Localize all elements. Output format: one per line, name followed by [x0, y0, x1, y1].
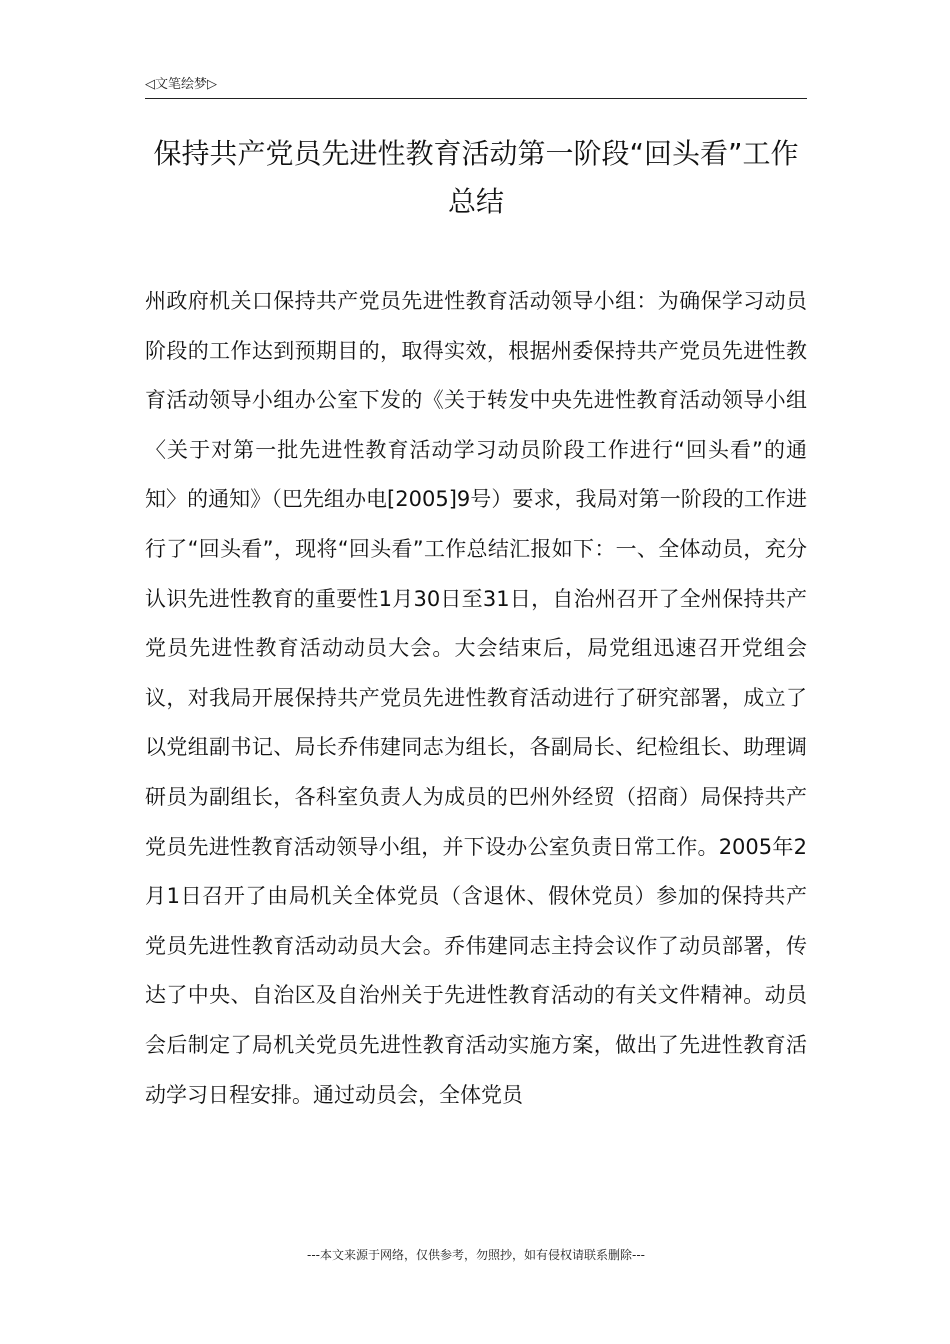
page-footer-disclaimer: ---本文来源于网络，仅供参考，勿照抄，如有侵权请联系删除---: [307, 1248, 645, 1262]
document-title: 保持共产党员先进性教育活动第一阶段“回头看”工作总结: [153, 137, 799, 218]
document-body: 州政府机关口保持共产党员先进性教育活动领导小组：为确保学习动员阶段的工作达到预期目的，取得实效，根据州委保持共产党员先进性教育活动领导小组办公室下发的《关于转发中央先进性教育活动领导小组〈关于对第一批先进性教育活动学习动员阶段工作进行“回头看”的通知〉的通知》（巴先组办电[2005]9号）要求，我局对第一阶段的工作进行了“回头看”，现将“回头看”工作总结汇报如下：一、全体动员，充分认识先进性教育的重要性1月30日至31日，自治州召开了全州保持共产党员先进性教育活动动员大会。大会结束后，局党组迅速召开党组会议，对我局开展保持共产党员先进性教育活动进行了研究部署，成立了以党组副书记、局长乔伟建同志为组长，各副局长、纪检组长、助理调研员为副组长，各科室负责人为成员的巴州外经贸（招商）局保持共产党员先进性教育活动领导小组，并下设办公室负责日常工作。2005年2月1日召开了由局机关全体党员（含退休、假休党员）参加的保持共产党员先进性教育活动动员大会。乔伟建同志主持会议作了动员部署，传达了中央、自治区及自治州关于先进性教育活动的有关文件精神。动员会后制定了局机关党员先进性教育活动实施方案，做出了先进性教育活动学习日程安排。通过动员会，全体党员: [145, 289, 807, 1107]
page-header: [145, 74, 807, 99]
header-brand-text: ◁文笔绘梦▷: [145, 77, 217, 92]
